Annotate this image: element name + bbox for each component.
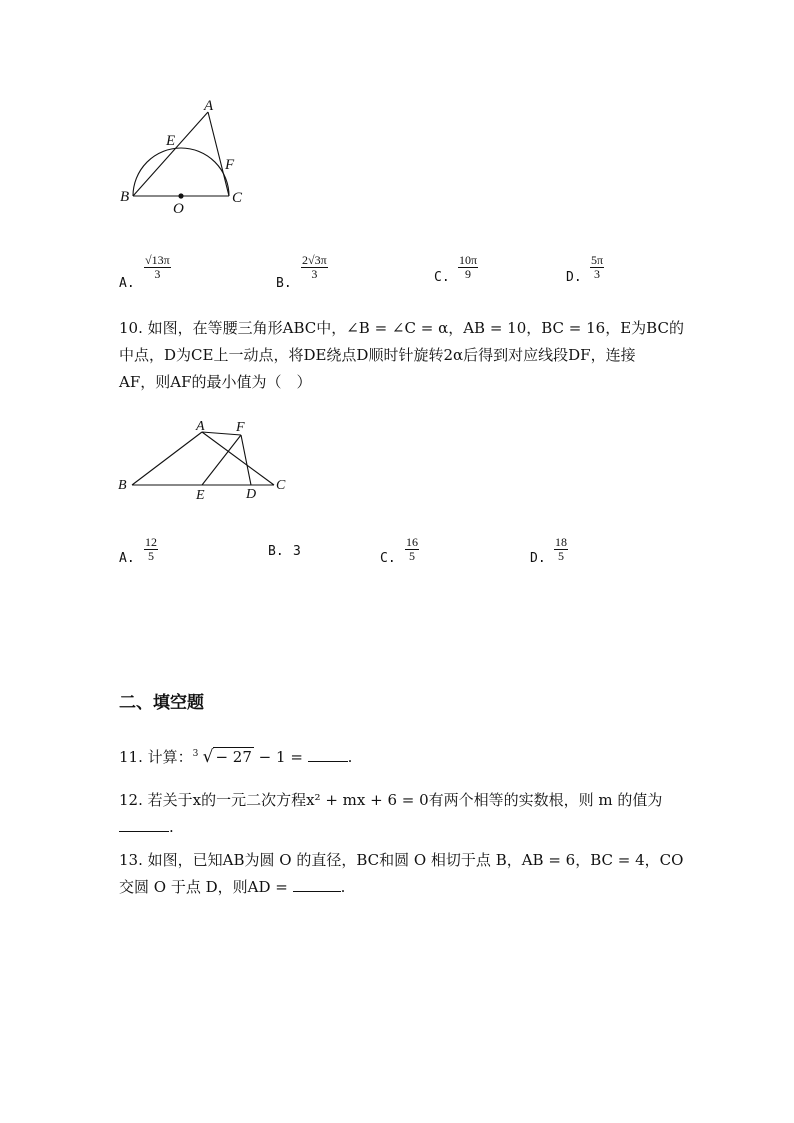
q10-option-d-value <box>554 536 568 563</box>
q13-line-2 <box>119 874 683 901</box>
label-f: F <box>236 420 245 435</box>
figure-isosceles-triangle <box>110 412 300 504</box>
q11-radicand: − 27 <box>215 748 252 766</box>
q9-option-a-label: A. <box>119 276 135 291</box>
q11-rest: − 1 = <box>253 748 303 766</box>
q10-option-b-value: 3 <box>293 544 301 559</box>
semicircle-arc <box>133 148 229 196</box>
q9-option-b-den: 3 <box>311 267 318 281</box>
q10-option-d-label: D. <box>530 551 546 566</box>
q10-option-b-label: B. <box>268 544 284 559</box>
q10-option-a-label: A. <box>119 551 135 566</box>
q11-radical-sign: √ <box>202 747 214 767</box>
label-c: C <box>232 190 243 206</box>
label-o: O <box>173 201 184 217</box>
q10-option-c-label: C. <box>380 551 396 566</box>
q11-prefix: 11. 计算： <box>119 748 193 766</box>
center-point-o <box>178 193 183 198</box>
q10-option-d-den: 5 <box>558 549 564 563</box>
label-b: B <box>120 189 130 205</box>
q9-option-c-den: 9 <box>465 267 472 281</box>
q12-line-1: 12. 若关于x的一元二次方程x² + mx + 6 = 0有两个相等的实数根，则 m 的值为 <box>119 791 663 809</box>
q10-option-c-num: 16 <box>406 535 418 549</box>
segment-ba <box>133 112 208 196</box>
figure-semicircle-triangle <box>110 92 260 222</box>
q9-option-a-den: 3 <box>154 267 161 281</box>
q10-option-d-num: 18 <box>555 535 567 549</box>
question-11 <box>119 744 352 771</box>
label-f: F <box>225 157 235 173</box>
q11-answer-blank[interactable] <box>308 747 348 762</box>
q9-option-c-num: 10π <box>459 253 478 267</box>
q13-line-2-prefix: 交圆 O 于点 D，则AD = <box>119 878 288 896</box>
segment-ba <box>132 432 202 485</box>
label-a: A <box>204 98 214 114</box>
q10-option-a-num: 12 <box>145 535 157 549</box>
q10-line-1: 10. 如图，在等腰三角形ABC中，∠B = ∠C = α，AB = 10，BC = 16，E为BC的 <box>119 319 684 337</box>
q10-option-c-value <box>405 536 419 563</box>
q9-option-c-label: C. <box>434 270 450 285</box>
q9-option-b-num: 2√3π <box>302 253 327 267</box>
q9-option-d-value <box>590 254 604 281</box>
section-title-fill-in: 二、填空题 <box>119 693 204 713</box>
segment-ac <box>202 432 274 485</box>
segment-ac <box>208 112 229 196</box>
q10-option-a-den: 5 <box>148 549 154 563</box>
q12-answer-blank[interactable] <box>119 817 169 832</box>
question-13 <box>119 847 683 901</box>
q10-line-2: 中点，D为CE上一动点，将DE绕点D顺时针旋转2α后得到对应线段DF，连接 <box>119 346 636 364</box>
q11-cube-root <box>193 744 254 771</box>
label-e: E <box>196 488 205 503</box>
q9-option-a-value <box>144 254 171 281</box>
q10-line-3: AF，则AF的最小值为（ ） <box>119 373 312 391</box>
label-c: C <box>276 478 286 493</box>
q13-end: . <box>340 878 346 896</box>
segment-df <box>241 435 251 485</box>
q9-option-d-label: D. <box>566 270 582 285</box>
q9-option-b-value <box>301 254 328 281</box>
q11-end: . <box>347 748 353 766</box>
q12-end: . <box>169 818 174 836</box>
question-10 <box>119 315 684 396</box>
q9-option-c-value <box>458 254 478 281</box>
q9-option-a-num: √13π <box>145 253 170 267</box>
segment-ef <box>202 435 241 485</box>
label-d: D <box>246 487 257 502</box>
q13-line-1: 13. 如图，已知AB为圆 O 的直径，BC和圆 O 相切于点 B，AB = 6，BC = 4，CO <box>119 851 684 869</box>
q9-option-d-num: 5π <box>591 253 604 267</box>
label-e: E <box>166 133 176 149</box>
label-a: A <box>196 419 205 434</box>
label-b: B <box>118 478 127 493</box>
q10-option-c-den: 5 <box>409 549 415 563</box>
q9-option-d-den: 3 <box>594 267 601 281</box>
q12-line-2 <box>119 814 662 841</box>
q9-option-b-label: B. <box>276 276 292 291</box>
q10-option-a-value <box>144 536 158 563</box>
q11-root-index: 3 <box>192 749 199 759</box>
q13-answer-blank[interactable] <box>293 877 341 892</box>
question-12 <box>119 787 662 841</box>
